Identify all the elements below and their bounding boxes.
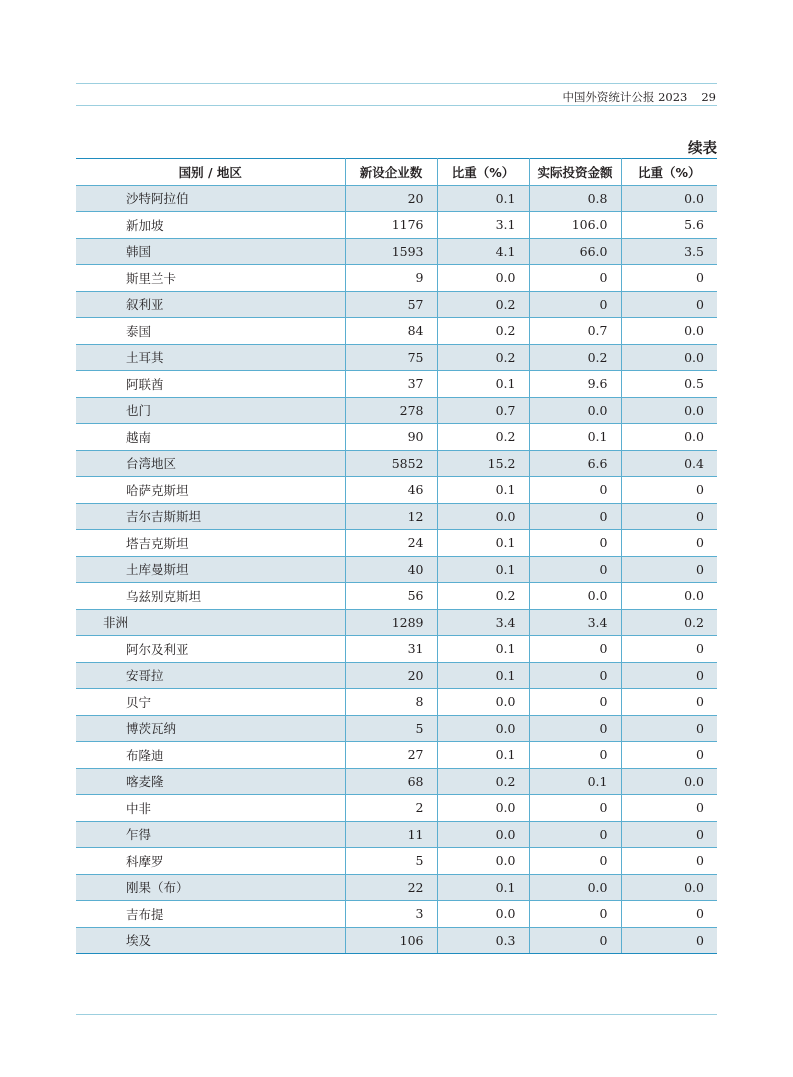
table-row [76, 291, 717, 318]
investment-share-value: 0 [621, 848, 717, 875]
investment-share-value: 3.5 [621, 238, 717, 265]
investment-share-value: 0.5 [621, 371, 717, 398]
new-enterprises-value: 278 [345, 397, 437, 424]
investment-share-value: 0.2 [621, 609, 717, 636]
actual-investment-value: 0 [529, 291, 621, 318]
enterprise-share-value: 4.1 [437, 238, 529, 265]
new-enterprises-value: 3 [345, 901, 437, 928]
enterprise-share-value: 0.2 [437, 318, 529, 345]
investment-share-value: 0 [621, 556, 717, 583]
table-row [76, 874, 717, 901]
investment-share-value: 0 [621, 503, 717, 530]
table-row [76, 821, 717, 848]
actual-investment-value: 66.0 [529, 238, 621, 265]
enterprise-share-value: 0.0 [437, 821, 529, 848]
actual-investment-value: 0 [529, 662, 621, 689]
new-enterprises-value: 20 [345, 185, 437, 212]
table-row [76, 530, 717, 557]
enterprise-share-value: 15.2 [437, 450, 529, 477]
new-enterprises-value: 90 [345, 424, 437, 451]
country-name: 喀麦隆 [76, 768, 345, 795]
enterprise-share-value: 0.0 [437, 848, 529, 875]
actual-investment-value: 0.8 [529, 185, 621, 212]
enterprise-share-value: 0.1 [437, 530, 529, 557]
country-name: 泰国 [76, 318, 345, 345]
table-header-row [76, 159, 717, 186]
enterprise-share-value: 0.1 [437, 636, 529, 663]
investment-share-value: 0 [621, 477, 717, 504]
new-enterprises-value: 56 [345, 583, 437, 610]
country-name: 埃及 [76, 927, 345, 954]
new-enterprises-value: 84 [345, 318, 437, 345]
new-enterprises-value: 11 [345, 821, 437, 848]
new-enterprises-value: 40 [345, 556, 437, 583]
enterprise-share-value: 0.1 [437, 556, 529, 583]
header-bottom-rule [76, 105, 717, 106]
table-row [76, 768, 717, 795]
investment-share-value: 0.0 [621, 397, 717, 424]
actual-investment-value: 3.4 [529, 609, 621, 636]
footer-rule [76, 1014, 717, 1015]
country-name: 科摩罗 [76, 848, 345, 875]
actual-investment-value: 0.0 [529, 874, 621, 901]
investment-share-value: 0.0 [621, 185, 717, 212]
new-enterprises-value: 5 [345, 848, 437, 875]
new-enterprises-value: 22 [345, 874, 437, 901]
investment-share-value: 0 [621, 291, 717, 318]
table-row [76, 212, 717, 239]
table-row [76, 715, 717, 742]
table-row [76, 265, 717, 292]
enterprise-share-value: 0.0 [437, 689, 529, 716]
new-enterprises-value: 46 [345, 477, 437, 504]
country-name: 吉尔吉斯斯坦 [76, 503, 345, 530]
country-name: 刚果（布） [76, 874, 345, 901]
country-name: 吉布提 [76, 901, 345, 928]
actual-investment-value: 0.1 [529, 768, 621, 795]
new-enterprises-value: 1289 [345, 609, 437, 636]
header-top-rule [76, 83, 717, 84]
country-name: 也门 [76, 397, 345, 424]
country-name: 布隆迪 [76, 742, 345, 769]
table-row [76, 795, 717, 822]
actual-investment-value: 0.0 [529, 397, 621, 424]
enterprise-share-value: 0.2 [437, 768, 529, 795]
enterprise-share-value: 0.1 [437, 477, 529, 504]
table-row [76, 477, 717, 504]
enterprise-share-value: 0.0 [437, 715, 529, 742]
country-name: 沙特阿拉伯 [76, 185, 345, 212]
continued-table-label: 续表 [688, 141, 717, 157]
country-name: 博茨瓦纳 [76, 715, 345, 742]
actual-investment-value: 0 [529, 715, 621, 742]
country-name: 越南 [76, 424, 345, 451]
actual-investment-value: 0 [529, 503, 621, 530]
enterprise-share-value: 0.2 [437, 344, 529, 371]
table-row [76, 503, 717, 530]
new-enterprises-value: 1593 [345, 238, 437, 265]
enterprise-share-value: 0.0 [437, 503, 529, 530]
actual-investment-value: 6.6 [529, 450, 621, 477]
new-enterprises-value: 37 [345, 371, 437, 398]
enterprise-share-value: 0.1 [437, 371, 529, 398]
new-enterprises-value: 24 [345, 530, 437, 557]
actual-investment-value: 0 [529, 927, 621, 954]
investment-share-value: 0 [621, 821, 717, 848]
enterprise-share-value: 0.1 [437, 742, 529, 769]
table-row [76, 927, 717, 954]
country-name: 阿联酋 [76, 371, 345, 398]
country-name: 乍得 [76, 821, 345, 848]
investment-share-value: 0.0 [621, 424, 717, 451]
investment-share-value: 0 [621, 689, 717, 716]
table-row [76, 450, 717, 477]
country-name: 贝宁 [76, 689, 345, 716]
new-enterprises-value: 20 [345, 662, 437, 689]
enterprise-share-value: 3.4 [437, 609, 529, 636]
table-row [76, 583, 717, 610]
enterprise-share-value: 0.2 [437, 291, 529, 318]
investment-share-value: 0 [621, 795, 717, 822]
column-header-actual-investment: 实际投资金额 [529, 159, 621, 186]
new-enterprises-value: 2 [345, 795, 437, 822]
country-name: 哈萨克斯坦 [76, 477, 345, 504]
enterprise-share-value: 0.0 [437, 265, 529, 292]
enterprise-share-value: 0.2 [437, 583, 529, 610]
country-name: 斯里兰卡 [76, 265, 345, 292]
actual-investment-value: 0 [529, 689, 621, 716]
publication-title: 中国外资统计公报 2023 [562, 90, 688, 104]
table-row [76, 901, 717, 928]
investment-share-value: 0 [621, 715, 717, 742]
table-row [76, 556, 717, 583]
table-row [76, 371, 717, 398]
actual-investment-value: 0 [529, 795, 621, 822]
enterprise-share-value: 0.3 [437, 927, 529, 954]
investment-share-value: 0 [621, 742, 717, 769]
investment-share-value: 0.0 [621, 874, 717, 901]
table-row [76, 689, 717, 716]
investment-share-value: 0 [621, 662, 717, 689]
new-enterprises-value: 8 [345, 689, 437, 716]
new-enterprises-value: 57 [345, 291, 437, 318]
actual-investment-value: 0 [529, 477, 621, 504]
new-enterprises-value: 5 [345, 715, 437, 742]
actual-investment-value: 0 [529, 556, 621, 583]
table-row [76, 424, 717, 451]
investment-share-value: 0 [621, 927, 717, 954]
new-enterprises-value: 1176 [345, 212, 437, 239]
investment-share-value: 5.6 [621, 212, 717, 239]
actual-investment-value: 0.1 [529, 424, 621, 451]
enterprise-share-value: 0.1 [437, 185, 529, 212]
actual-investment-value: 9.6 [529, 371, 621, 398]
table-row [76, 397, 717, 424]
country-name: 土耳其 [76, 344, 345, 371]
table-row [76, 318, 717, 345]
column-header-country: 国别 / 地区 [76, 159, 345, 186]
actual-investment-value: 0 [529, 265, 621, 292]
country-name: 乌兹别克斯坦 [76, 583, 345, 610]
investment-share-value: 0.0 [621, 768, 717, 795]
investment-share-value: 0.0 [621, 318, 717, 345]
investment-table [76, 158, 717, 954]
country-name: 土库曼斯坦 [76, 556, 345, 583]
country-name: 非洲 [76, 609, 345, 636]
table-row [76, 662, 717, 689]
country-name: 阿尔及利亚 [76, 636, 345, 663]
new-enterprises-value: 31 [345, 636, 437, 663]
table-row [76, 344, 717, 371]
enterprise-share-value: 0.2 [437, 424, 529, 451]
new-enterprises-value: 106 [345, 927, 437, 954]
investment-share-value: 0.0 [621, 583, 717, 610]
actual-investment-value: 0 [529, 821, 621, 848]
new-enterprises-value: 12 [345, 503, 437, 530]
enterprise-share-value: 0.7 [437, 397, 529, 424]
enterprise-share-value: 0.0 [437, 795, 529, 822]
investment-share-value: 0 [621, 901, 717, 928]
actual-investment-value: 0.0 [529, 583, 621, 610]
investment-share-value: 0 [621, 530, 717, 557]
country-name: 新加坡 [76, 212, 345, 239]
page-number: 29 [701, 90, 716, 104]
actual-investment-value: 0.7 [529, 318, 621, 345]
new-enterprises-value: 5852 [345, 450, 437, 477]
new-enterprises-value: 27 [345, 742, 437, 769]
country-name: 塔吉克斯坦 [76, 530, 345, 557]
new-enterprises-value: 9 [345, 265, 437, 292]
actual-investment-value: 0 [529, 742, 621, 769]
actual-investment-value: 0 [529, 636, 621, 663]
enterprise-share-value: 0.1 [437, 874, 529, 901]
investment-share-value: 0 [621, 636, 717, 663]
column-header-investment-share: 比重（%） [621, 159, 717, 186]
table-row [76, 636, 717, 663]
actual-investment-value: 0 [529, 901, 621, 928]
table-row [76, 848, 717, 875]
enterprise-share-value: 0.0 [437, 901, 529, 928]
investment-share-value: 0.4 [621, 450, 717, 477]
enterprise-share-value: 3.1 [437, 212, 529, 239]
actual-investment-value: 0 [529, 530, 621, 557]
actual-investment-value: 0 [529, 848, 621, 875]
actual-investment-value: 0.2 [529, 344, 621, 371]
table-row [76, 742, 717, 769]
country-name: 韩国 [76, 238, 345, 265]
investment-share-value: 0 [621, 265, 717, 292]
column-header-new-enterprises: 新设企业数 [345, 159, 437, 186]
table-row [76, 185, 717, 212]
country-name: 叙利亚 [76, 291, 345, 318]
new-enterprises-value: 75 [345, 344, 437, 371]
running-header [562, 89, 716, 105]
country-name: 安哥拉 [76, 662, 345, 689]
table-row [76, 609, 717, 636]
country-name: 台湾地区 [76, 450, 345, 477]
table-body [76, 185, 717, 954]
investment-share-value: 0.0 [621, 344, 717, 371]
table-row [76, 238, 717, 265]
country-name: 中非 [76, 795, 345, 822]
enterprise-share-value: 0.1 [437, 662, 529, 689]
actual-investment-value: 106.0 [529, 212, 621, 239]
new-enterprises-value: 68 [345, 768, 437, 795]
column-header-enterprise-share: 比重（%） [437, 159, 529, 186]
